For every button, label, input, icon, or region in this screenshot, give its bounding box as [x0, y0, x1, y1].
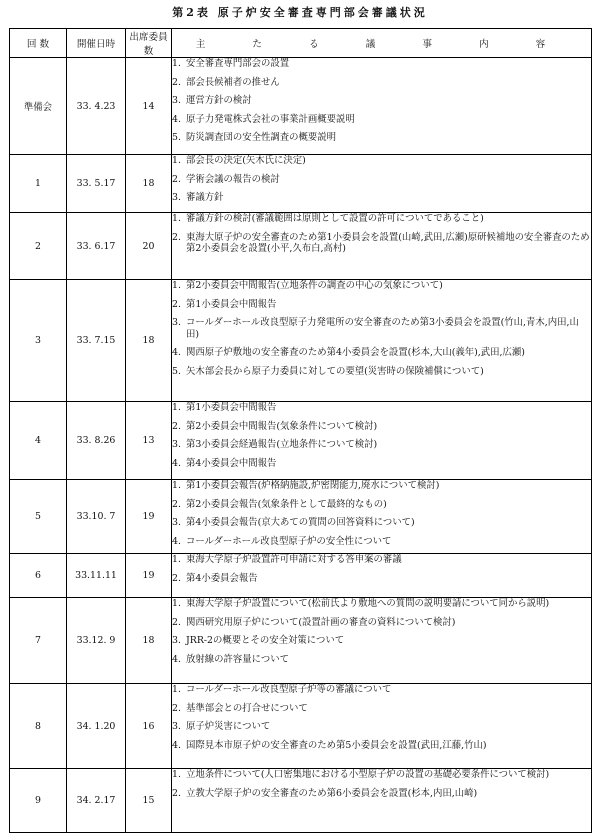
table-body: [10, 58, 592, 833]
agenda-item-number: 3.: [172, 95, 181, 107]
header-content: 主 た る 議 事 内 容: [172, 29, 592, 58]
header-date: 開催日時: [67, 29, 126, 58]
agenda-item-text: 第3小委員会経過報告(立地条件について検討): [186, 439, 378, 451]
agenda-item-text: 東海大学原子炉設置許可申請に対する答申案の審議: [186, 554, 402, 565]
agenda-cell: [172, 684, 592, 769]
attendees-cell: 19: [126, 480, 172, 554]
attendees-cell: 15: [126, 769, 172, 833]
round-cell: 9: [10, 769, 67, 833]
agenda-item-text: 関西原子炉敷地の安全審査のため第4小委員会を設置(杉本,大山(義年),武田,広瀬): [186, 347, 525, 359]
agenda-list: [172, 155, 591, 204]
agenda-cell: [172, 480, 592, 554]
agenda-item: [172, 402, 591, 414]
agenda-item-text: 第1小委員会報告(炉格納施設,炉密閉能力,廃水について検討): [186, 480, 440, 491]
table-row: [10, 684, 592, 769]
agenda-item-number: 2.: [172, 298, 181, 310]
agenda-item-text: コールダーホール改良型原子力発電所の安全審査のため第3小委員会を設置(竹山,青木,内田,山田): [186, 317, 579, 340]
agenda-list: [172, 402, 591, 469]
agenda-list: [172, 480, 591, 547]
round-cell: 準備会: [10, 58, 67, 155]
agenda-item-text: 審議方針の検討(審議範囲は原則として設置の許可についてであること): [186, 213, 484, 224]
agenda-item-number: 2.: [172, 231, 181, 243]
agenda-item-text: 矢木部会長から原子力委員に対しての要望(災害時の保険補償について): [186, 365, 484, 377]
attendees-cell: 20: [126, 213, 172, 280]
agenda-item: [172, 769, 591, 781]
date-cell: 33. 4.23: [67, 58, 126, 155]
agenda-item: [172, 617, 591, 629]
table-header-row: [10, 29, 592, 58]
agenda-item: [172, 517, 591, 529]
agenda-item-number: 3.: [172, 192, 181, 204]
agenda-item-number: 1.: [172, 402, 181, 413]
agenda-item: [172, 155, 591, 167]
agenda-item: [172, 280, 591, 292]
agenda-item-text: 基準部会との打合せについて: [186, 702, 308, 714]
deliberation-table: [9, 28, 592, 833]
agenda-item: [172, 114, 591, 126]
agenda-item-number: 1.: [172, 769, 181, 780]
round-cell: 7: [10, 598, 67, 684]
table-row: [10, 402, 592, 480]
agenda-item-text: 第2小委員会中間報告(気象条件について検討): [186, 420, 378, 432]
agenda-item: [172, 299, 591, 311]
agenda-cell: [172, 769, 592, 833]
agenda-item-number: 3.: [172, 317, 181, 329]
agenda-item: [172, 347, 591, 359]
agenda-item: [172, 788, 591, 800]
agenda-item-number: 5.: [172, 365, 181, 377]
agenda-item-number: 1.: [172, 155, 181, 166]
agenda-item-text: 関西研究用原子炉について(設置計画の審査の資料について検討): [186, 616, 456, 628]
agenda-item-text: 第1小委員会中間報告: [186, 402, 277, 413]
table-row: [10, 769, 592, 833]
agenda-item: [172, 499, 591, 511]
agenda-item: [172, 439, 591, 451]
table-row: [10, 280, 592, 402]
table-row: [10, 554, 592, 598]
agenda-item-number: 5.: [172, 132, 181, 144]
date-cell: 33.10. 7: [67, 480, 126, 554]
attendees-cell: 18: [126, 280, 172, 402]
round-cell: 6: [10, 554, 67, 598]
date-cell: 33.12. 9: [67, 598, 126, 684]
agenda-item-text: 立教大学原子炉の安全審査のため第6小委員会を設置(杉本,内田,山崎): [186, 787, 478, 799]
agenda-item-number: 4.: [172, 739, 181, 751]
agenda-item-text: 第4小委員会報告: [186, 572, 258, 584]
date-cell: 33. 7.15: [67, 280, 126, 402]
round-cell: 1: [10, 155, 67, 213]
agenda-item-text: 放射線の許容量について: [186, 653, 289, 665]
agenda-item-number: 3.: [172, 439, 181, 451]
table-row: [10, 58, 592, 155]
agenda-item: [172, 458, 591, 470]
agenda-item-number: 1.: [172, 280, 181, 291]
agenda-item-number: 3.: [172, 517, 181, 529]
agenda-item-text: 第1小委員会中間報告: [186, 298, 277, 310]
agenda-item: [172, 598, 591, 610]
agenda-item: [172, 684, 591, 696]
agenda-cell: [172, 213, 592, 280]
agenda-item: [172, 703, 591, 715]
agenda-item-number: 3.: [172, 721, 181, 733]
agenda-item-number: 4.: [172, 535, 181, 547]
round-cell: 8: [10, 684, 67, 769]
agenda-item-text: 東海大学原子炉設置について(松前氏より敷地への質問の説明要請について同から説明): [186, 598, 550, 609]
table-row: [10, 598, 592, 684]
agenda-item-text: 原子力発電株式会社の事業計画概要説明: [186, 113, 355, 125]
agenda-item: [172, 366, 591, 378]
agenda-item-text: 審議方針: [186, 192, 224, 204]
agenda-list: [172, 213, 591, 255]
agenda-item-number: 1.: [172, 684, 181, 695]
agenda-list: [172, 769, 591, 799]
agenda-item-number: 1.: [172, 58, 181, 69]
agenda-list: [172, 598, 591, 665]
agenda-cell: [172, 280, 592, 402]
round-cell: 5: [10, 480, 67, 554]
agenda-item-text: 部会長候補者の推せん: [186, 76, 280, 88]
agenda-item: [172, 213, 591, 225]
agenda-item-text: 第2小委員会中間報告(立地条件の調査の中心の気象について): [186, 280, 443, 291]
agenda-item-text: 立地条件について(人口密集地における小型原子炉の設置の基礎必要条件について検討): [186, 769, 550, 780]
agenda-item: [172, 480, 591, 492]
agenda-item-number: 4.: [172, 347, 181, 359]
attendees-cell: 13: [126, 402, 172, 480]
agenda-item-text: 安全審査専門部会の設置: [186, 58, 290, 69]
table-title: 第2表 原子炉安全審査専門部会審議状況: [172, 6, 428, 19]
agenda-item-number: 2.: [172, 173, 181, 185]
agenda-item-number: 4.: [172, 653, 181, 665]
agenda-item-text: コールダーホール改良型原子炉の安全性について: [186, 535, 392, 547]
agenda-item-text: 防災調査団の安全性調査の概要説明: [186, 132, 337, 144]
round-cell: 2: [10, 213, 67, 280]
date-cell: 34. 2.17: [67, 769, 126, 833]
date-cell: 34. 1.20: [67, 684, 126, 769]
agenda-item: [172, 317, 591, 340]
agenda-item-text: コールダーホール改良型原子炉等の審議について: [186, 684, 392, 695]
agenda-cell: [172, 58, 592, 155]
round-cell: 3: [10, 280, 67, 402]
attendees-cell: 14: [126, 58, 172, 155]
agenda-cell: [172, 155, 592, 213]
agenda-item: [172, 654, 591, 666]
agenda-item-number: 2.: [172, 498, 181, 510]
agenda-item: [172, 232, 591, 255]
table-row: [10, 213, 592, 280]
agenda-item-number: 2.: [172, 572, 181, 584]
agenda-cell: [172, 598, 592, 684]
agenda-item-number: 1.: [172, 213, 181, 224]
agenda-item-text: 第4小委員会報告(京大あての質問の回答資料について): [186, 517, 415, 529]
agenda-item-text: 運営方針の検討: [186, 95, 252, 107]
agenda-item-text: 部会長の決定(矢木氏に決定): [186, 155, 306, 166]
agenda-item: [172, 554, 591, 566]
agenda-list: [172, 280, 591, 378]
agenda-cell: [172, 402, 592, 480]
agenda-item-number: 1.: [172, 554, 181, 565]
agenda-item-number: 2.: [172, 76, 181, 88]
agenda-item: [172, 132, 591, 144]
agenda-item: [172, 573, 591, 585]
agenda-item: [172, 95, 591, 107]
agenda-item-number: 1.: [172, 598, 181, 609]
agenda-item-text: 国際見本市原子炉の安全審査のため第5小委員会を設置(武田,江藤,竹山): [186, 739, 487, 751]
table-row: [10, 155, 592, 213]
agenda-item-text: 第4小委員会中間報告: [186, 457, 277, 469]
attendees-cell: 16: [126, 684, 172, 769]
agenda-list: [172, 58, 591, 144]
agenda-item-text: 東海大原子炉の安全審査のため第1小委員会を設置(山崎,武田,広瀬)原研候補地の安全審査のため第2小委員会を設置(小平,久布白,高村): [186, 231, 590, 255]
agenda-item-number: 2.: [172, 420, 181, 432]
agenda-item: [172, 740, 591, 752]
date-cell: 33. 8.26: [67, 402, 126, 480]
date-cell: 33.11.11: [67, 554, 126, 598]
agenda-item-text: 学術会議の報告の検討: [186, 173, 280, 185]
agenda-item-number: 4.: [172, 113, 181, 125]
agenda-item-number: 2.: [172, 787, 181, 799]
agenda-item: [172, 421, 591, 433]
agenda-list: [172, 554, 591, 584]
attendees-cell: 19: [126, 554, 172, 598]
agenda-item-number: 2.: [172, 616, 181, 628]
date-cell: 33. 5.17: [67, 155, 126, 213]
agenda-item: [172, 58, 591, 70]
agenda-item-number: 4.: [172, 457, 181, 469]
agenda-item: [172, 174, 591, 186]
agenda-item-number: 1.: [172, 480, 181, 491]
agenda-cell: [172, 554, 592, 598]
agenda-item-text: 原子炉災害について: [186, 721, 271, 733]
attendees-cell: 18: [126, 155, 172, 213]
agenda-item: [172, 77, 591, 89]
agenda-item: [172, 536, 591, 548]
agenda-item-text: 第2小委員会報告(気象条件として最終的なもの): [186, 498, 387, 510]
agenda-item-text: JRR-2の概要とその安全対策について: [186, 635, 345, 647]
agenda-item: [172, 192, 591, 204]
agenda-item: [172, 721, 591, 733]
table-row: [10, 480, 592, 554]
date-cell: 33. 6.17: [67, 213, 126, 280]
header-attendees: 出席委員数: [126, 29, 172, 58]
header-round: 回 数: [10, 29, 67, 58]
agenda-item: [172, 635, 591, 647]
agenda-list: [172, 684, 591, 751]
round-cell: 4: [10, 402, 67, 480]
attendees-cell: 18: [126, 598, 172, 684]
agenda-item-number: 3.: [172, 635, 181, 647]
agenda-item-number: 2.: [172, 702, 181, 714]
